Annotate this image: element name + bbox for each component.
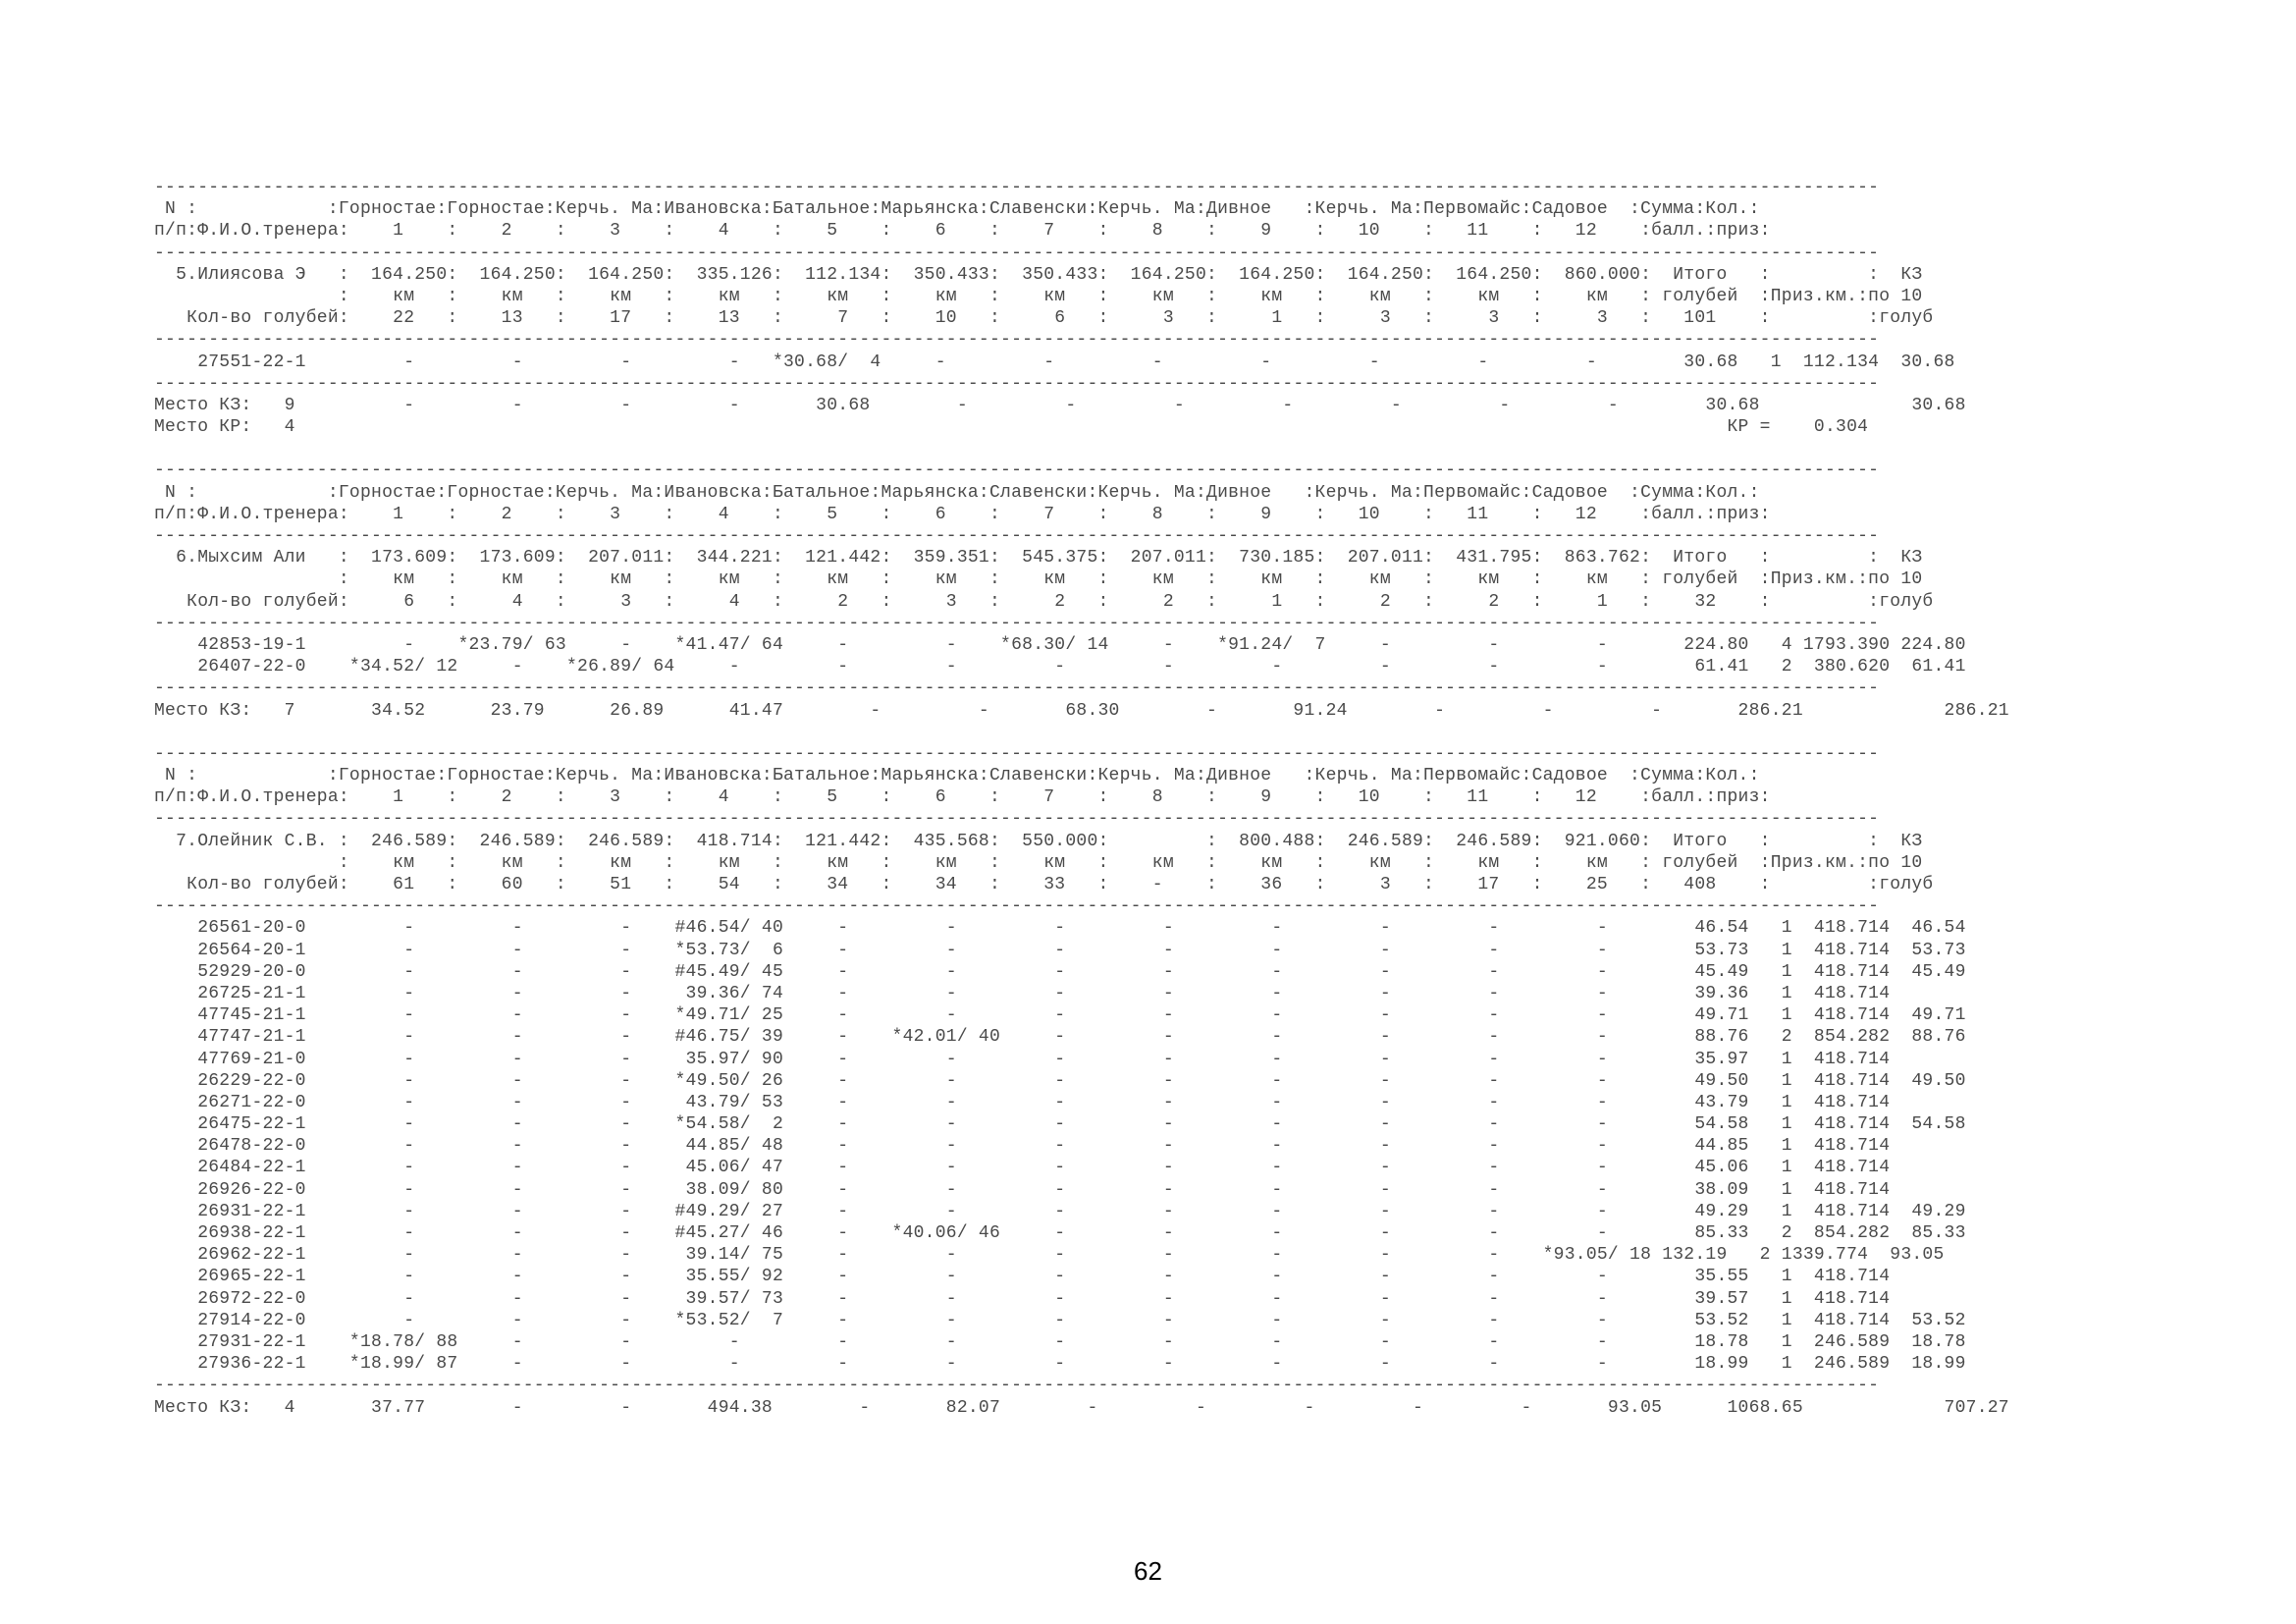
report-line: N : :Горностае:Горностае:Керчь. Ма:Ивановска:Батальное:Марьянска:Славенски:Керчь. Ма:Дивное :Керчь. Ма:Первомайс:Садовое :Сумма:Кол.: (154, 199, 1760, 220)
report-line: 27936-22-1 *18.99/ 87 - - - - - - - - - - - 18.99 1 246.589 18.99 (154, 1354, 1966, 1375)
report-line: --------------------------------------------------------------------------------------------------------------------------------------------------------------- (154, 896, 1880, 917)
report-line: 27931-22-1 *18.78/ 88 - - - - - - - - - - - 18.78 1 246.589 18.78 (154, 1331, 1966, 1352)
report-line: 26407-22-0 *34.52/ 12 - *26.89/ 64 - - - - - - - - - 61.41 2 380.620 61.41 (154, 657, 1966, 677)
report-line: 26972-22-0 - - - 39.57/ 73 - - - - - - - - 39.57 1 418.714 (154, 1288, 1891, 1309)
report-line: 26965-22-1 - - - 35.55/ 92 - - - - - - - - 35.55 1 418.714 (154, 1267, 1891, 1287)
report-line (154, 722, 2009, 743)
report-line: 26962-22-1 - - - 39.14/ 75 - - - - - - - *93.05/ 18 132.19 2 1339.774 93.05 (154, 1245, 1945, 1266)
report-line: --------------------------------------------------------------------------------------------------------------------------------------------------------------- (154, 330, 1880, 351)
report-line: --------------------------------------------------------------------------------------------------------------------------------------------------------------- (154, 460, 1880, 481)
report-line: 26561-20-0 - - - #46.54/ 40 - - - - - - - - 46.54 1 418.714 46.54 (154, 918, 1966, 939)
report-line: --------------------------------------------------------------------------------------------------------------------------------------------------------------- (154, 1376, 1880, 1396)
report-line: --------------------------------------------------------------------------------------------------------------------------------------------------------------- (154, 373, 1880, 394)
report-line: 5.Илиясова Э : 164.250: 164.250: 164.250: 335.126: 112.134: 350.433: 350.433: 164.250: 164.250: 164.250: 164.250: 860.000: Итого : : КЗ (154, 264, 1923, 285)
report-line: 26938-22-1 - - - #45.27/ 46 - *40.06/ 46 - - - - - - 85.33 2 854.282 85.33 (154, 1223, 1966, 1243)
report-line (154, 438, 2009, 460)
report-line: 7.Олейник С.В. : 246.589: 246.589: 246.589: 418.714: 121.442: 435.568: 550.000: : 800.488: 246.589: 246.589: 921.060: Итого : : КЗ (154, 831, 1923, 851)
report-line: N : :Горностае:Горностае:Керчь. Ма:Ивановска:Батальное:Марьянска:Славенски:Керчь. Ма:Дивное :Керчь. Ма:Первомайс:Садовое :Сумма:Кол.: (154, 766, 1760, 786)
report-line: 26931-22-1 - - - #49.29/ 27 - - - - - - - - 49.29 1 418.714 49.29 (154, 1201, 1966, 1221)
report-line: : км : км : км : км : км : км : км : км : км : км : км : км : голубей :Приз.км.:по 10 (154, 286, 1923, 306)
report-line: --------------------------------------------------------------------------------------------------------------------------------------------------------------- (154, 243, 1880, 263)
report-line: Кол-во голубей: 6 : 4 : 3 : 4 : 2 : 3 : 2 : 2 : 1 : 2 : 2 : 1 : 32 : :голуб (154, 591, 1934, 612)
report-line: 26926-22-0 - - - 38.09/ 80 - - - - - - - - 38.09 1 418.714 (154, 1179, 1891, 1200)
report-line: Кол-во голубей: 61 : 60 : 51 : 54 : 34 : 34 : 33 : - : 36 : 3 : 17 : 25 : 408 : :голуб (154, 875, 1934, 894)
report-line: 27551-22-1 - - - - *30.68/ 4 - - - - - - - 30.68 1 112.134 30.68 (154, 352, 1955, 372)
report-line: 47745-21-1 - - - *49.71/ 25 - - - - - - - - 49.71 1 418.714 49.71 (154, 1005, 1966, 1026)
report-line: 27914-22-0 - - - *53.52/ 7 - - - - - - - - 53.52 1 418.714 53.52 (154, 1310, 1966, 1330)
report-line: 42853-19-1 - *23.79/ 63 - *41.47/ 64 - - *68.30/ 14 - *91.24/ 7 - - - 224.80 4 1793.390 224.80 (154, 634, 1966, 655)
report-table (154, 177, 2009, 1419)
report-line: Место КЗ: 7 34.52 23.79 26.89 41.47 - - 68.30 - 91.24 - - - 286.21 286.21 (154, 700, 2009, 721)
report-line: п/п:Ф.И.О.тренера: 1 : 2 : 3 : 4 : 5 : 6 : 7 : 8 : 9 : 10 : 11 : 12 :балл.:приз: (154, 787, 1771, 808)
report-line: 26725-21-1 - - - 39.36/ 74 - - - - - - - - 39.36 1 418.714 (154, 983, 1891, 1003)
report-line: N : :Горностае:Горностае:Керчь. Ма:Ивановска:Батальное:Марьянска:Славенски:Керчь. Ма:Дивное :Керчь. Ма:Первомайс:Садовое :Сумма:Кол.: (154, 482, 1760, 503)
report-line: 52929-20-0 - - - #45.49/ 45 - - - - - - - - 45.49 1 418.714 45.49 (154, 961, 1966, 982)
report-line: 26229-22-0 - - - *49.50/ 26 - - - - - - - - 49.50 1 418.714 49.50 (154, 1070, 1966, 1091)
report-line: 26478-22-0 - - - 44.85/ 48 - - - - - - - - 44.85 1 418.714 (154, 1136, 1891, 1157)
page-number: 62 (1134, 1556, 1162, 1586)
report-line: 26564-20-1 - - - *53.73/ 6 - - - - - - - - 53.73 1 418.714 53.73 (154, 940, 1966, 960)
report-line: : км : км : км : км : км : км : км : км : км : км : км : км : голубей :Приз.км.:по 10 (154, 852, 1923, 873)
report-line: 26271-22-0 - - - 43.79/ 53 - - - - - - - - 43.79 1 418.714 (154, 1092, 1891, 1112)
report-line: Место КЗ: 9 - - - - 30.68 - - - - - - - 30.68 30.68 (154, 395, 1966, 415)
report-line: 6.Мыхсим Али : 173.609: 173.609: 207.011: 344.221: 121.442: 359.351: 545.375: 207.011: 730.185: 207.011: 431.795: 863.762: Итого : : КЗ (154, 548, 1923, 568)
report-line: 47747-21-1 - - - #46.75/ 39 - *42.01/ 40 - - - - - - 88.76 2 854.282 88.76 (154, 1027, 1966, 1048)
report-line: --------------------------------------------------------------------------------------------------------------------------------------------------------------- (154, 678, 1880, 699)
report-line: п/п:Ф.И.О.тренера: 1 : 2 : 3 : 4 : 5 : 6 : 7 : 8 : 9 : 10 : 11 : 12 :балл.:приз: (154, 221, 1771, 242)
report-line: Место КР: 4 КР = 0.304 (154, 417, 1869, 438)
report-line: --------------------------------------------------------------------------------------------------------------------------------------------------------------- (154, 743, 1880, 764)
report-line: 26475-22-1 - - - *54.58/ 2 - - - - - - - - 54.58 1 418.714 54.58 (154, 1114, 1966, 1135)
report-line: 26484-22-1 - - - 45.06/ 47 - - - - - - - - 45.06 1 418.714 (154, 1158, 1891, 1178)
report-line: --------------------------------------------------------------------------------------------------------------------------------------------------------------- (154, 809, 1880, 830)
report-line: --------------------------------------------------------------------------------------------------------------------------------------------------------------- (154, 178, 1880, 197)
report-line: --------------------------------------------------------------------------------------------------------------------------------------------------------------- (154, 613, 1880, 633)
report-line: Место КЗ: 4 37.77 - - 494.38 - 82.07 - - - - - 93.05 1068.65 707.27 (154, 1397, 2009, 1418)
report-line: п/п:Ф.И.О.тренера: 1 : 2 : 3 : 4 : 5 : 6 : 7 : 8 : 9 : 10 : 11 : 12 :балл.:приз: (154, 504, 1771, 524)
report-line: Кол-во голубей: 22 : 13 : 17 : 13 : 7 : 10 : 6 : 3 : 1 : 3 : 3 : 3 : 101 : :голуб (154, 308, 1934, 329)
report-line: --------------------------------------------------------------------------------------------------------------------------------------------------------------- (154, 526, 1880, 546)
report-line: : км : км : км : км : км : км : км : км : км : км : км : км : голубей :Приз.км.:по 10 (154, 569, 1923, 590)
report-line: 47769-21-0 - - - 35.97/ 90 - - - - - - - - 35.97 1 418.714 (154, 1049, 1891, 1069)
